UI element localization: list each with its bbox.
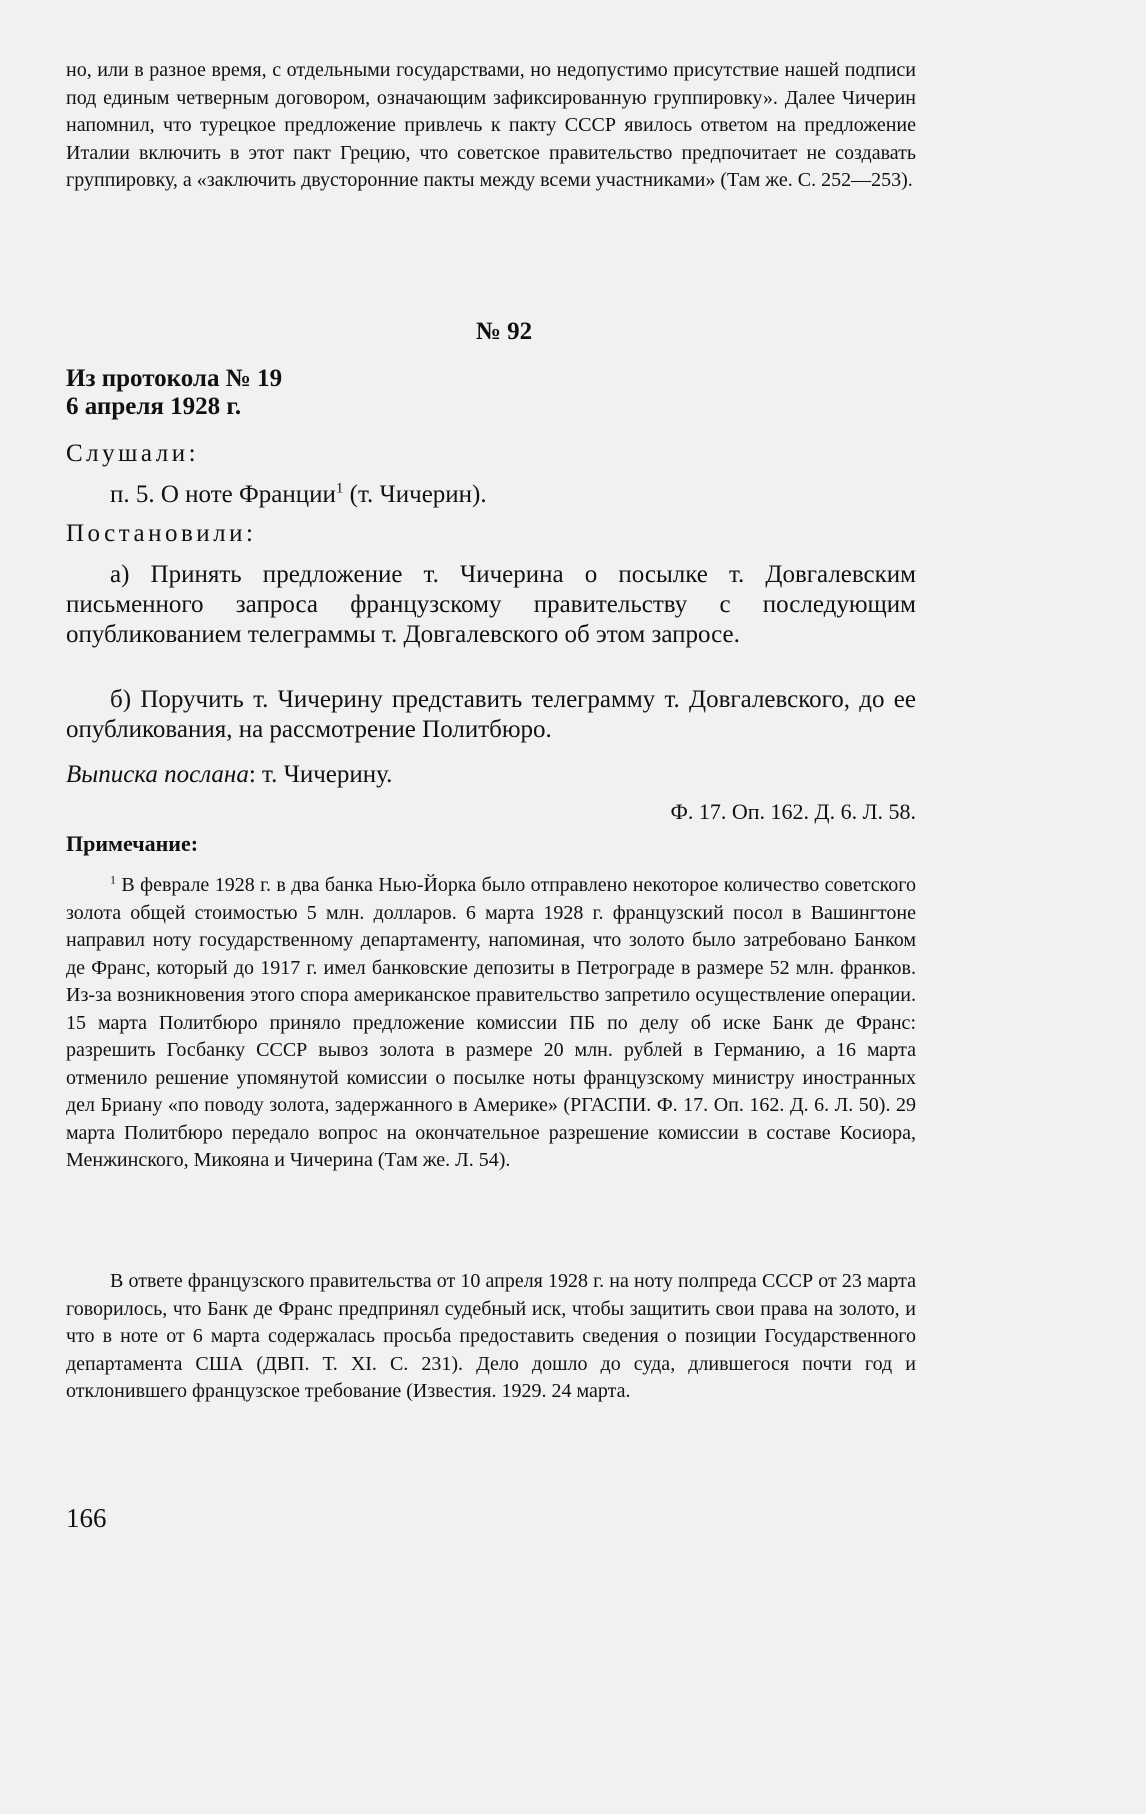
note-marker: 1: [110, 872, 116, 887]
protocol-heading: [66, 365, 282, 421]
agenda-item: [66, 480, 916, 510]
extract-line: [66, 760, 916, 790]
agenda-speaker: (т. Чичерин).: [343, 481, 487, 508]
decision-a: а) Принять предложение т. Чичерина о посылке т. Довгалевским письменного запроса французскому правительству с последующим опубликованием телеграммы т. Довгалевского об этом запросе.: [66, 561, 916, 648]
note-paragraph-1: [66, 872, 916, 1175]
agenda-item-text: п. 5. О ноте Франции: [110, 481, 336, 508]
note-label: Примечание:: [66, 831, 199, 856]
note-paragraph-2: В ответе французского правительства от 10 апреля 1928 г. на ноту полпреда СССР от 23 марта говорилось, что Банк де Франс предпринял судебный иск, чтобы защитить свои права на золото, и что в ноте от 6 марта содержалась просьба предоставить сведения о позиции Государственного департамента США (ДВП. Т. XI. С. 231). Дело дошло до суда, длившегося почти год и отклонившего французское требование (Известия. 1929. 24 марта.: [66, 1270, 916, 1402]
decision-b: б) Поручить т. Чичерину представить телеграмму т. Довгалевского, до ее опубликования, на рассмотрение Политбюро.: [66, 686, 916, 743]
intro-paragraph: но, или в разное время, с отдельными государствами, но недопустимо присутствие нашей подписи под единым четверным договором, означающим зафиксированную группировку». Далее Чичерин напомнил, что турецкое предложение привлечь к пакту СССР явилось ответом на предложение Италии включить в этот пакт Грецию, что советское правительство предпочитает не создавать группировку, а «заключить двусторонние пакты между всеми участниками» (Там же. С. 252—253).: [66, 59, 916, 191]
extract-label: Выписка послана: [66, 761, 249, 788]
page-number: 166: [66, 1503, 107, 1533]
protocol-date: 6 апреля 1928 г.: [66, 393, 242, 420]
extract-recipient: : т. Чичерину.: [248, 761, 393, 788]
decided-label: Постановили:: [66, 520, 257, 547]
note-paragraph-1-text: В феврале 1928 г. в два банка Нью-Йорка было отправлено некоторое количество советского золота общей стоимостью 5 млн. долларов. 6 марта 1928 г. французский посол в Вашингтоне направил ноту государственному департаменту, напоминая, что золото было затребовано Банком де Франс, который до 1917 г. имел банковские депозиты в Петрограде в размере 52 млн. франков. Из-за возникновения этого спора американское правительство запретило осуществление операции. 15 марта Политбюро приняло предложение комиссии ПБ по делу об иске Банк де Франс: разрешить Госбанку СССР вывоз золота в размере 20 млн. рублей в Германию, а 16 марта отменило решение упомянутой комиссии о посылке ноты французскому министру иностранных дел Бриану «по поводу золота, задержанного в Америке» (РГАСПИ. Ф. 17. Оп. 162. Д. 6. Л. 50). 29 марта Политбюро передало вопрос на окончательное разрешение комиссии в составе Косиора, Менжинского, Микояна и Чичерина (Там же. Л. 54).: [66, 874, 916, 1171]
heard-label: Слушали:: [66, 440, 200, 467]
document-number: № 92: [475, 318, 533, 345]
archive-reference: Ф. 17. Оп. 162. Д. 6. Л. 58.: [670, 799, 916, 824]
footnote-mark: 1: [335, 480, 344, 497]
protocol-title: Из протокола № 19: [66, 365, 283, 392]
